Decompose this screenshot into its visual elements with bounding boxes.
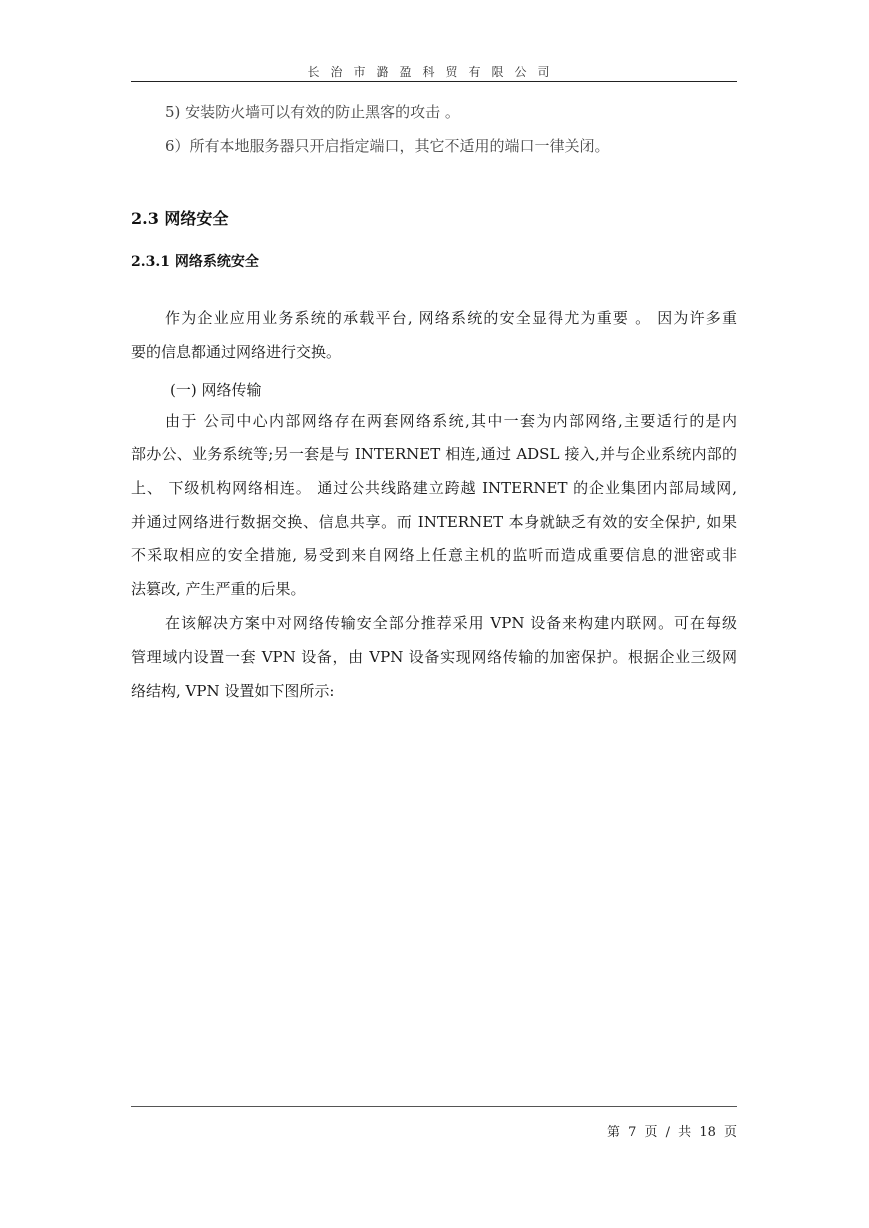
paragraph-2-line-1: 在该解决方案中对网络传输安全部分推荐采用 VPN 设备来构建内联网。可在每级 (165, 614, 737, 632)
subheading-network-transmission: (一) 网络传输 (170, 381, 262, 399)
paragraph-1-line-3: 上、 下级机构网络相连。 通过公共线路建立跨越 INTERNET 的企业集团内部局域网, (131, 479, 737, 497)
paragraph-2-line-3: 络结构, VPN 设置如下图所示: (131, 682, 335, 700)
header-company-name: 长治市潞盈科贸有限公司 (307, 65, 561, 79)
header-divider (131, 81, 737, 82)
paragraph-1-line-5: 不采取相应的安全措施, 易受到来自网络上任意主机的监听而造成重要信息的泄密或非 (131, 546, 737, 564)
list-item-5: 5) 安装防火墙可以有效的防止黑客的攻击 。 (165, 103, 460, 121)
intro-paragraph-line-2: 要的信息都通过网络进行交换。 (131, 343, 342, 361)
page-number: 第 7 页 / 共 18 页 (607, 1125, 737, 1140)
intro-paragraph-line-1: 作为企业应用业务系统的承载平台, 网络系统的安全显得尤为重要 。 因为许多重 (165, 309, 737, 327)
paragraph-2-line-2: 管理域内设置一套 VPN 设备，由 VPN 设备实现网络传输的加密保护。根据企业三级网 (131, 648, 737, 666)
paragraph-1-line-4: 并通过网络进行数据交换、信息共享。而 INTERNET 本身就缺乏有效的安全保护, 如果 (131, 513, 737, 531)
paragraph-1-line-2: 部办公、业务系统等;另一套是与 INTERNET 相连,通过 ADSL 接入,并与企业系统内部的 (131, 445, 737, 463)
subsection-heading-2-3-1: 2.3.1 网络系统安全 (131, 254, 259, 270)
paragraph-1-line-1: 由于 公司中心内部网络存在两套网络系统,其中一套为内部网络,主要适行的是内 (165, 412, 737, 430)
paragraph-1-line-6: 法篡改, 产生严重的后果。 (131, 580, 306, 598)
list-item-6: 6）所有本地服务器只开启指定端口，其它不适用的端口一律关闭。 (165, 137, 610, 155)
section-heading-2-3: 2.3 网络安全 (131, 209, 229, 228)
footer-divider (131, 1106, 737, 1107)
